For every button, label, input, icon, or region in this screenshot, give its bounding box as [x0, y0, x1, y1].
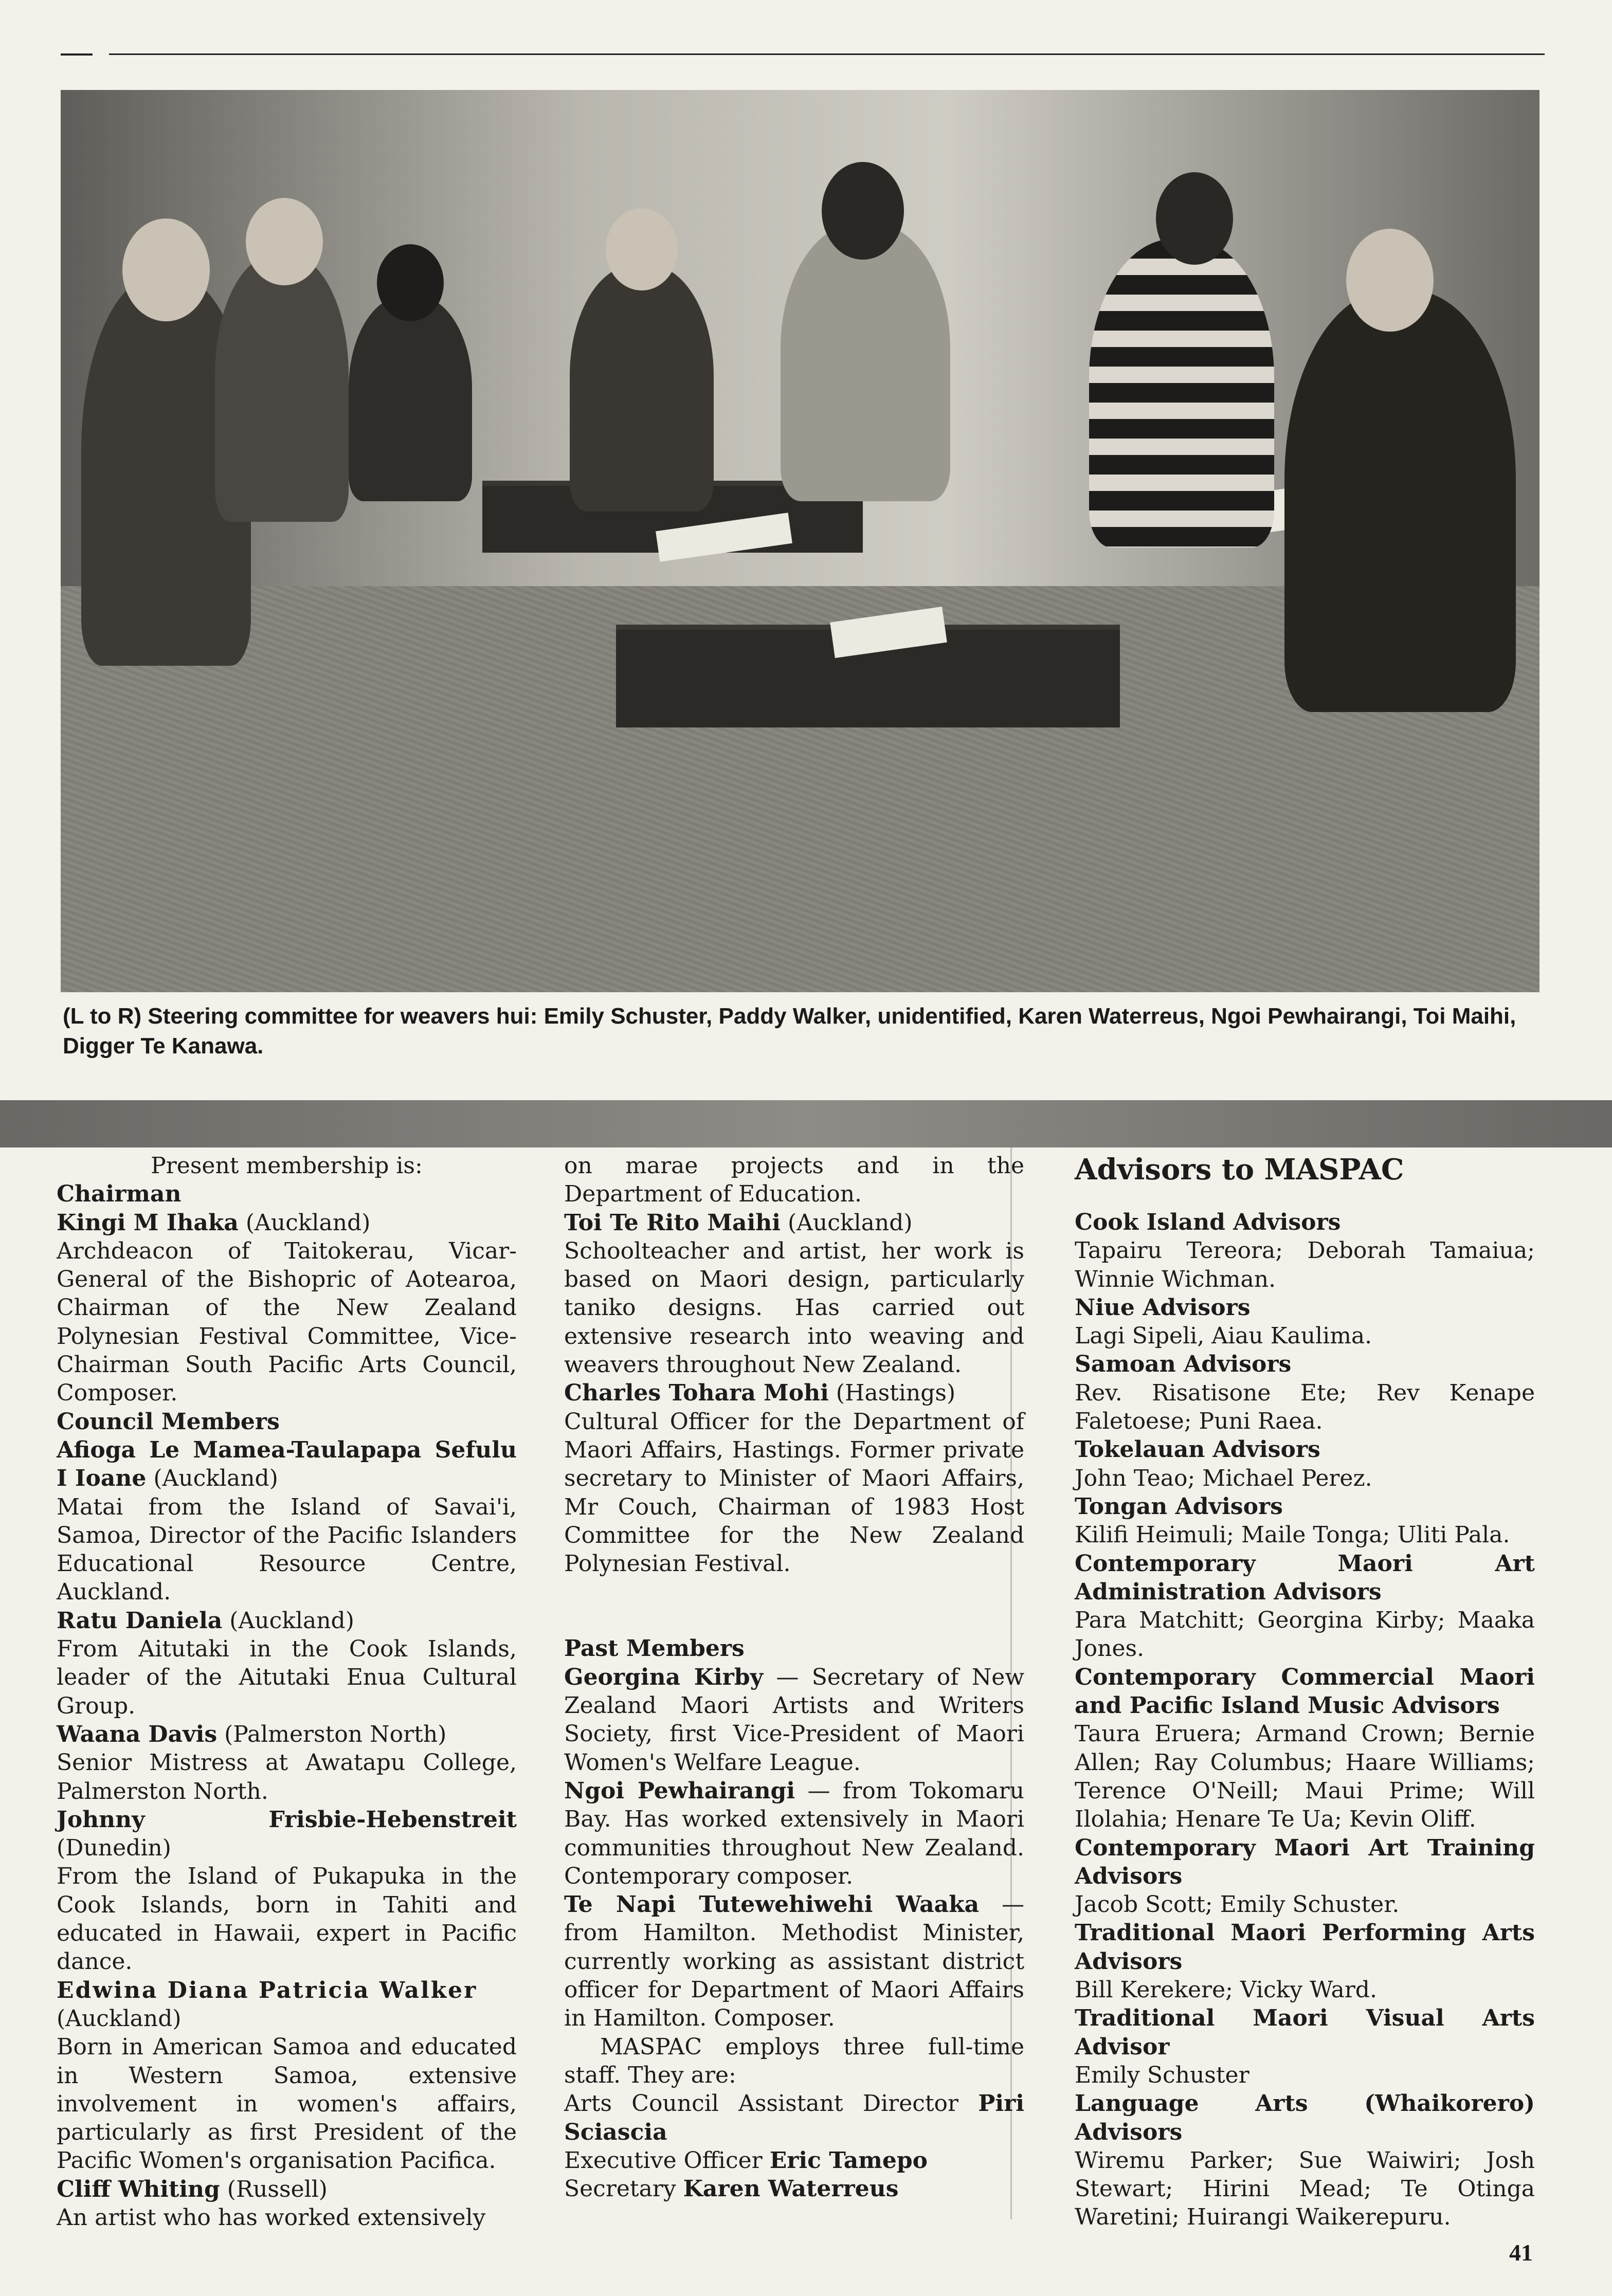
art-administration-heading: Contemporary Maori Art Administration Advisors	[1075, 1550, 1535, 1605]
staff-secretary: Secretary Karen Waterreus	[564, 2176, 899, 2202]
samoan-advisors-heading: Samoan Advisors	[1075, 1351, 1292, 1378]
council-heading: Council Members	[57, 1408, 280, 1435]
commercial-music-heading: Contemporary Commercial Maori and Pacific Island Music Advisors	[1075, 1664, 1535, 1719]
member-ioane-desc: Matai from the Island of Savai'i, Samoa, Director of the Pacific Islanders Educational Resource Centre, Auckland.	[57, 1493, 517, 1606]
intro: Present membership is:	[151, 1153, 423, 1179]
whiting-desc-cont: on marae projects and in the Department of Education.	[564, 1153, 1024, 1208]
staff-executive: Executive Officer Eric Tamepo	[564, 2147, 928, 2174]
visual-arts-heading: Traditional Maori Visual Arts Advisor	[1075, 2005, 1535, 2060]
member-frisbie: Johnny Frisbie-Hebenstreit (Dunedin)	[57, 1806, 517, 1862]
member-ihaka-desc: Archdeacon of Taitokerau, Vicar-General of the Bishopric of Aotearoa, Chairman of the New Zealand Polynesian Festival Committee, Vice-Chairman South Pacific Arts Council, Composer.	[57, 1237, 517, 1407]
art-training-advisors: Jacob Scott; Emily Schuster.	[1075, 1891, 1400, 1918]
member-davis-desc: Senior Mistress at Awatapu College, Palmerston North.	[57, 1750, 517, 1805]
committee-photo	[61, 90, 1539, 992]
past-waaka: Te Napi Tutewehiwehi Waaka — from Hamilton. Methodist Minister, currently working as assistant district officer for Department of Maori Affairs in Hamilton. Composer.	[564, 1891, 1024, 2032]
member-maihi: Toi Te Rito Maihi (Auckland)	[564, 1209, 913, 1236]
performing-arts-advisors: Bill Kerekere; Vicky Ward.	[1075, 1977, 1377, 2003]
photo-caption: (L to R) Steering committee for weavers hui: Emily Schuster, Paddy Walker, unidentified, Karen Waterreus, Ngoi Pewhairangi, Toi Maihi, Digger Te Kanawa.	[63, 1004, 1516, 1059]
member-ioane: Afioga Le Mamea-Taulapapa Sefulu I Ioane (Auckland)	[57, 1436, 517, 1492]
commercial-music-advisors: Taura Eruera; Armand Crown; Bernie Allen; Ray Columbus; Haare Williams; Terence O'Neill; Maui Prime; Will Ilolahia; Henare Te Ua; Kevin Oliff.	[1075, 1721, 1535, 1833]
member-walker-desc: Born in American Samoa and educated in Western Samoa, extensive involvement in women's affairs, particularly as first President of the Pacific Women's organisation Pacifica.	[57, 2034, 517, 2174]
niue-advisors: Lagi Sipeli, Aiau Kaulima.	[1075, 1323, 1372, 1350]
cook-advisors-heading: Cook Island Advisors	[1075, 1209, 1341, 1235]
member-walker: Edwina Diana Patricia Walker	[57, 1977, 478, 2003]
performing-arts-heading: Traditional Maori Performing Arts Advisors	[1075, 1920, 1535, 1975]
page-number: 41	[1509, 2239, 1533, 2266]
tokelauan-advisors-heading: Tokelauan Advisors	[1075, 1436, 1320, 1463]
membership-column	[57, 1152, 517, 2232]
tongan-advisors-heading: Tongan Advisors	[1075, 1493, 1283, 1520]
member-whiting: Cliff Whiting (Russell)	[57, 2176, 328, 2202]
language-arts-heading: Language Arts (Whaikorero) Advisors	[1075, 2090, 1535, 2145]
header-rule-short	[61, 53, 93, 56]
membership-column-2	[564, 1152, 1024, 2203]
divider-band	[0, 1100, 1612, 1147]
advisors-title: Advisors to MASPAC	[1075, 1153, 1404, 1187]
art-training-heading: Contemporary Maori Art Training Advisors	[1075, 1834, 1535, 1889]
member-mohi: Charles Tohara Mohi (Hastings)	[564, 1380, 956, 1407]
art-administration-advisors: Para Matchitt; Georgina Kirby; Maaka Jones.	[1075, 1607, 1535, 1662]
tokelauan-advisors: John Teao; Michael Perez.	[1075, 1465, 1372, 1491]
member-maihi-desc: Schoolteacher and artist, her work is based on Maori design, particularly taniko designs. Has carried out extensive research into weaving and weavers throughout New Zealand.	[564, 1237, 1024, 1378]
samoan-advisors: Rev. Risatisone Ete; Rev Kenape Faletoese; Puni Raea.	[1075, 1379, 1535, 1435]
visual-arts-advisor: Emily Schuster	[1075, 2062, 1249, 2088]
header-rule	[109, 53, 1545, 55]
member-daniela-desc: From Aitutaki in the Cook Islands, leader of the Aitutaki Enua Cultural Group.	[57, 1636, 517, 1719]
member-ihaka: Kingi M Ihaka (Auckland)	[57, 1209, 371, 1236]
advisors-column	[1075, 1152, 1535, 2232]
past-members-heading: Past Members	[564, 1635, 745, 1662]
member-whiting-desc: An artist who has worked extensively	[57, 2204, 486, 2231]
past-kirby: Georgina Kirby — Secretary of New Zealand Maori Artists and Writers Society, first Vice-President of Maori Women's Welfare League.	[564, 1664, 1024, 1776]
language-arts-advisors: Wiremu Parker; Sue Waiwiri; Josh Stewart; Hirini Mead; Te Otinga Waretini; Huirangi Waikerepuru.	[1075, 2147, 1535, 2231]
chairman-heading: Chairman	[57, 1181, 182, 1208]
staff-director: Arts Council Assistant Director Piri Sciascia	[564, 2090, 1024, 2145]
cook-advisors: Tapairu Tereora; Deborah Tamaiua; Winnie Wichman.	[1075, 1237, 1535, 1292]
staff-intro: MASPAC employs three full-time staff. They are:	[564, 2033, 1024, 2088]
tongan-advisors: Kilifi Heimuli; Maile Tonga; Uliti Pala.	[1075, 1522, 1510, 1548]
member-davis: Waana Davis (Palmerston North)	[57, 1721, 447, 1747]
past-pewhairangi: Ngoi Pewhairangi — from Tokomaru Bay. Has worked extensively in Maori communities throughout New Zealand. Contemporary composer.	[564, 1777, 1024, 1889]
member-mohi-desc: Cultural Officer for the Department of Maori Affairs, Hastings. Former private secretary to Minister of Maori Affairs, Mr Couch, Chairman of 1983 Host Committee for the New Zealand Polynesian Festival.	[564, 1408, 1024, 1577]
niue-advisors-heading: Niue Advisors	[1075, 1294, 1251, 1321]
member-frisbie-desc: From the Island of Pukapuka in the Cook Islands, born in Tahiti and educated in Hawaii, expert in Pacific dance.	[57, 1863, 517, 1975]
member-walker-place: (Auckland)	[57, 2005, 182, 2032]
member-daniela: Ratu Daniela (Auckland)	[57, 1607, 354, 1634]
